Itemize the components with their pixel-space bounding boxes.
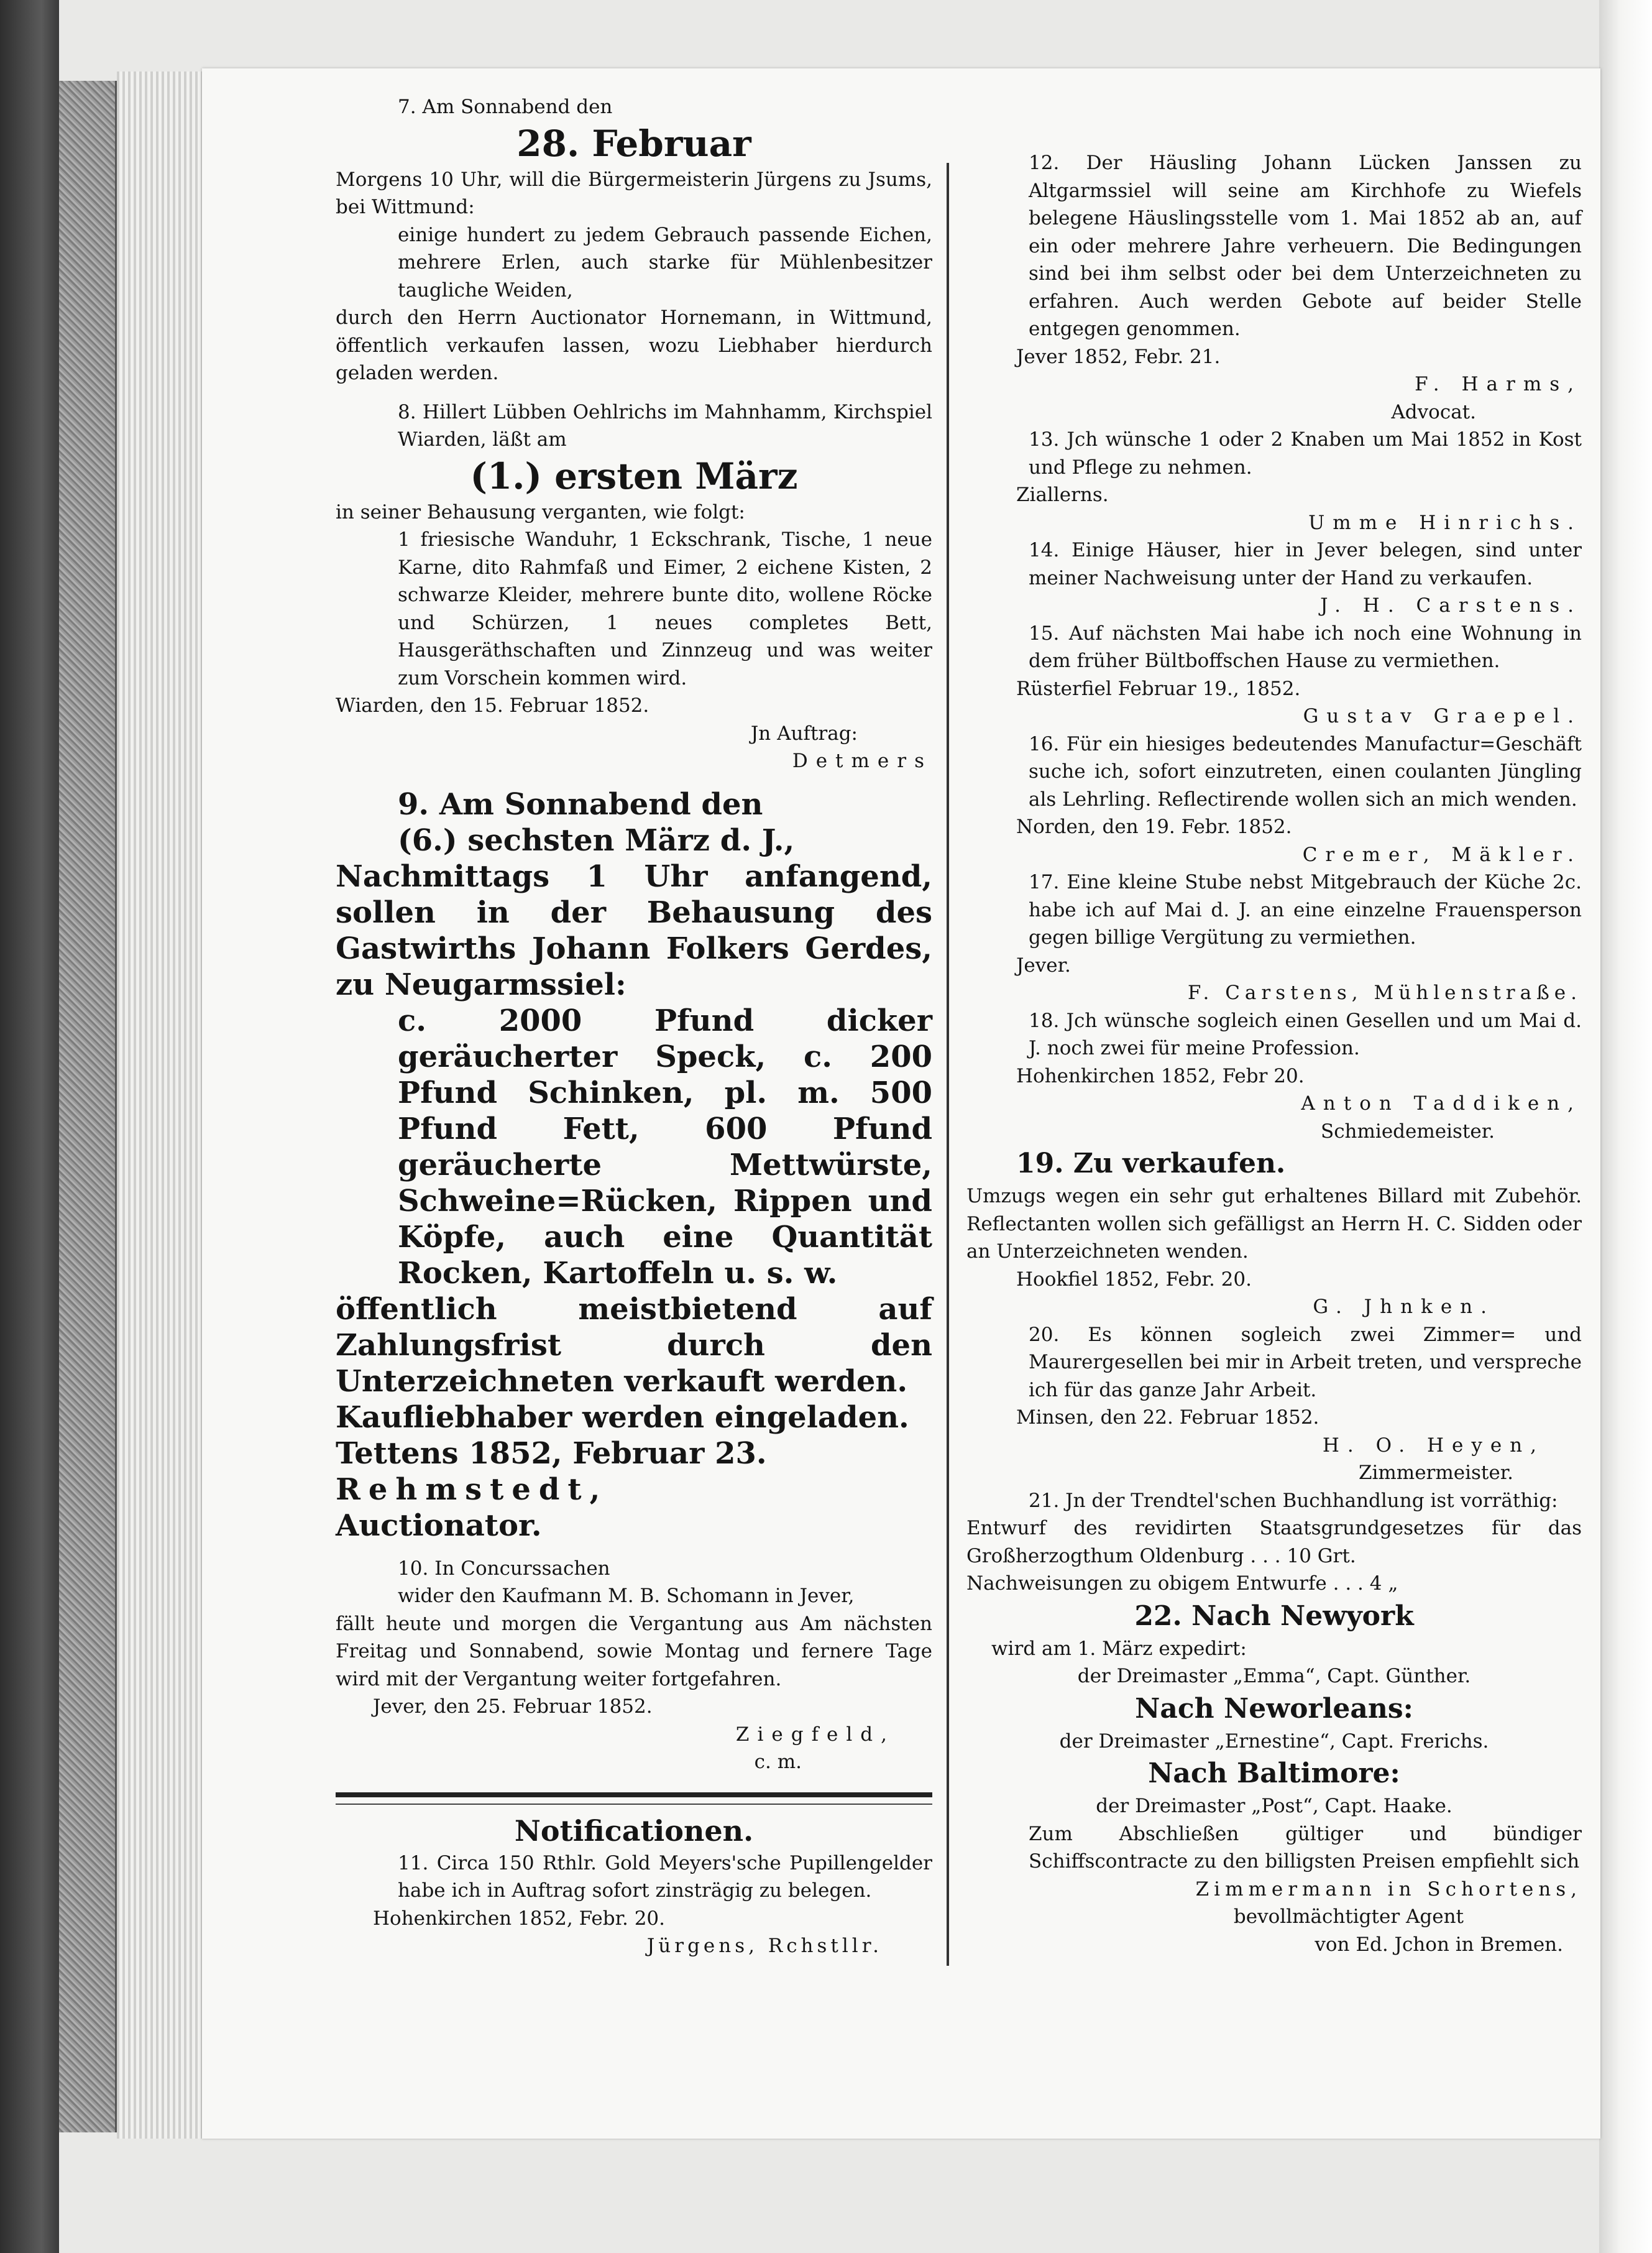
notice-20-signature: H. O. Heyen, bbox=[1322, 1434, 1544, 1457]
notice-22-ship-3: der Dreimaster „Post“, Capt. Haake. bbox=[1096, 1795, 1452, 1817]
notice-15-place: Rüsterfiel Februar 19., 1852. bbox=[1016, 677, 1301, 700]
notice-17-text: 17. Eine kleine Stube nebst Mitgebrauch der Küche 2c. habe ich auf Mai d. J. an eine einzelne Frauensperson gegen billige Vergütung zu vermiethen. bbox=[1029, 871, 1582, 949]
notice-16-place: Norden, den 19. Febr. 1852. bbox=[1016, 816, 1292, 838]
notice-14-signature: J. H. Carstens. bbox=[1320, 594, 1582, 617]
notice-22-text-1: wird am 1. März expedirt: bbox=[991, 1637, 1247, 1660]
notice-12-text: 12. Der Häusling Johann Lücken Janssen zu Altgarmssiel will seine am Kirchhofe zu Wiefels belegene Häuslingsstelle vom 1. Mai 1852 ab an, auf ein oder mehrere Jahre verheuern. Die Bedingungen sind bei ihm selbst oder bei dem Unterzeichneten zu erfahren. Auch werden Gebote auf beider Stelle entgegen genommen. bbox=[1029, 152, 1582, 340]
notice-20-role: Zimmermeister. bbox=[1358, 1462, 1513, 1484]
notice-12-role: Advocat. bbox=[1391, 400, 1476, 423]
notice-9-outro: öffentlich meistbietend auf Zahlungsfrist durch den Unterzeichneten verkauft werden. bbox=[336, 1291, 932, 1399]
notice-19-signature: G. Jhnken. bbox=[1313, 1296, 1495, 1318]
notice-20-text: 20. Es können sogleich zwei Zimmer= und Maurergesellen bei mir in Arbeit treten, und verspreche ich für das ganze Jahr Arbeit. bbox=[1029, 1323, 1582, 1401]
book-edge-left bbox=[0, 0, 59, 2253]
section-rule-thin bbox=[336, 1804, 932, 1805]
notice-22-signature: Zimmermann in Schortens, bbox=[1195, 1878, 1582, 1901]
notice-18-role: Schmiedemeister. bbox=[1320, 1120, 1495, 1143]
notice-22-heading-neworleans: Nach Neworleans: bbox=[1135, 1692, 1413, 1725]
notice-9-place: Tettens 1852, Februar 23. bbox=[336, 1435, 767, 1471]
notifications-heading: Notificationen. bbox=[514, 1813, 754, 1848]
notice-7-items: einige hundert zu jedem Gebrauch passende Eichen, mehrere Erlen, auch starke für Mühlenbesitzer taugliche Weiden, bbox=[398, 223, 932, 302]
notice-9-items: c. 2000 Pfund dicker geräucherter Speck, c. 200 Pfund Schinken, pl. m. 500 Pfund Fett, 600 Pfund geräucherte Mettwürste, Schweine=Rücken, Rippen und Köpfe, auch eine Quantität Rocken, Kartoffeln u. s. w. bbox=[398, 1003, 932, 1291]
notice-22-ship-2: der Dreimaster „Ernestine“, Capt. Frerichs. bbox=[1059, 1730, 1489, 1753]
notice-22-ship-1: der Dreimaster „Emma“, Capt. Günther. bbox=[1077, 1665, 1471, 1687]
notice-9-signature: Rehmstedt, bbox=[336, 1472, 608, 1507]
notice-13-text: 13. Jch wünsche 1 oder 2 Knaben um Mai 1852 in Kost und Pflege zu nehmen. bbox=[1029, 428, 1582, 479]
notice-10-role: c. m. bbox=[754, 1751, 802, 1773]
notice-20-place: Minsen, den 22. Februar 1852. bbox=[1016, 1406, 1319, 1429]
notice-10-case: wider den Kaufmann M. B. Schomann in Jever, bbox=[398, 1585, 855, 1607]
notice-13-signature: Umme Hinrichs. bbox=[1308, 511, 1582, 534]
column-rule bbox=[947, 163, 949, 1966]
notice-10-place: Jever, den 25. Februar 1852. bbox=[373, 1695, 653, 1718]
notice-18-signature: Anton Taddiken, bbox=[1301, 1092, 1582, 1115]
notice-11-signature: Jürgens, Rchstllr. bbox=[646, 1935, 883, 1957]
notice-10-signature: Ziegfeld, bbox=[735, 1723, 895, 1746]
notice-22-heading-baltimore: Nach Baltimore: bbox=[1148, 1758, 1400, 1789]
notice-21-item-1: Entwurf des revidirten Staatsgrundgesetzes für das Großherzogthum Oldenburg . . . 10 Grt. bbox=[966, 1517, 1582, 1567]
notice-19-text: Umzugs wegen ein sehr gut erhaltenes Billard mit Zubehör. Reflectanten wollen sich gefälligst an Herrn H. C. Sidden oder an Unterzeichneten wenden. bbox=[966, 1185, 1582, 1263]
book-edge-right bbox=[1599, 0, 1652, 2253]
notice-7-outro: durch den Herrn Auctionator Hornemann, in Wittmund, öffentlich verkaufen lassen, wozu Liebhaber hierdurch geladen werden. bbox=[336, 306, 932, 384]
notice-8-signature: Detmers bbox=[792, 750, 932, 772]
notice-17-signature: F. Carstens, Mühlenstraße. bbox=[1187, 982, 1582, 1004]
notice-8-text: in seiner Behausung verganten, wie folgt: bbox=[336, 500, 745, 523]
left-column bbox=[336, 93, 932, 1960]
notice-7-date: 28. Februar bbox=[516, 122, 751, 165]
notice-18-text: 18. Jch wünsche sogleich einen Gesellen und um Mai d. J. noch zwei für meine Profession. bbox=[1029, 1009, 1582, 1059]
notice-9-date: (6.) sechsten März d. J., bbox=[398, 822, 795, 858]
notice-22-agent: von Ed. Jchon in Bremen. bbox=[1315, 1933, 1563, 1956]
notice-22-heading-newyork: 22. Nach Newyork bbox=[1134, 1600, 1414, 1632]
notice-16-signature: Cremer, Mäkler. bbox=[1302, 843, 1582, 866]
notice-22-role: bevollmächtigter Agent bbox=[1233, 1905, 1464, 1928]
notice-8-date: (1.) ersten März bbox=[470, 454, 798, 497]
notice-11-text: 11. Circa 150 Rthlr. Gold Meyers'sche Pupillengelder habe ich in Auftrag sofort zinsträgig zu belegen. bbox=[398, 1851, 932, 1902]
book-binding bbox=[59, 81, 117, 2132]
notice-8-place: Wiarden, den 15. Februar 1852. bbox=[336, 694, 649, 717]
notice-16-text: 16. Für ein hiesiges bedeutendes Manufactur=Geschäft suche ich, sofort einzutreten, einen coulanten Jüngling als Lehrling. Reflectirende wollen sich an mich wenden. bbox=[1029, 732, 1582, 811]
notice-9-text: Nachmittags 1 Uhr anfangend, sollen in der Behausung des Gastwirths Johann Folkers Gerdes, zu Neugarmssiel: bbox=[336, 859, 932, 1002]
notice-9-invite: Kaufliebhaber werden eingeladen. bbox=[336, 1399, 909, 1435]
notice-18-place: Hohenkirchen 1852, Febr 20. bbox=[1016, 1064, 1305, 1087]
notice-8-order: Jn Auftrag: bbox=[750, 722, 858, 745]
notice-12-place: Jever 1852, Febr. 21. bbox=[1016, 345, 1221, 368]
notice-7-intro: 7. Am Sonnabend den bbox=[398, 96, 613, 118]
notice-21-text: 21. Jn der Trendtel'schen Buchhandlung ist vorräthig: bbox=[1029, 1489, 1558, 1512]
notice-12-signature: F. Harms, bbox=[1415, 373, 1582, 395]
notice-10-text: fällt heute und morgen die Vergantung aus Am nächsten Freitag und Sonnabend, sowie Montag und fernere Tage wird mit der Vergantung weiter fortgefahren. bbox=[336, 1612, 932, 1690]
page-stack bbox=[117, 71, 204, 2139]
section-rule-thick bbox=[336, 1792, 932, 1797]
notice-8-items: 1 friesische Wanduhr, 1 Eckschrank, Tische, 1 neue Karne, dito Rahmfaß und Eimer, 2 eichene Kisten, 2 schwarze Kleider, mehrere bunte dito, wollene Röcke und Schürzen, 1 neues completes Bett, Hausgeräthschaften und Zinnzeug und was weiter zum Vorschein kommen wird. bbox=[398, 528, 932, 689]
notice-15-text: 15. Auf nächsten Mai habe ich noch eine Wohnung in dem früher Bültboffschen Hause zu vermiethen. bbox=[1029, 622, 1582, 672]
notice-9-intro: 9. Am Sonnabend den bbox=[398, 786, 763, 822]
notice-10-intro: 10. In Concurssachen bbox=[398, 1557, 610, 1580]
notice-14-text: 14. Einige Häuser, hier in Jever belegen, sind unter meiner Nachweisung unter der Hand zu verkaufen. bbox=[1029, 539, 1582, 589]
notice-11-place: Hohenkirchen 1852, Febr. 20. bbox=[373, 1907, 666, 1930]
notice-9-role: Auctionator. bbox=[336, 1508, 542, 1543]
right-column bbox=[966, 93, 1582, 1958]
notice-8-intro: 8. Hillert Lübben Oehlrichs im Mahnhamm, Kirchspiel Wiarden, läßt am bbox=[398, 400, 932, 451]
notice-22-text-2: Zum Abschließen gültiger und bündiger Schiffscontracte zu den billigsten Preisen empfiehlt sich bbox=[1029, 1822, 1582, 1873]
notice-15-signature: Gustav Graepel. bbox=[1303, 705, 1582, 727]
notice-19-heading: 19. Zu verkaufen. bbox=[1016, 1148, 1286, 1179]
notice-13-place: Ziallerns. bbox=[1016, 484, 1109, 506]
notice-19-place: Hookfiel 1852, Febr. 20. bbox=[1016, 1268, 1252, 1291]
notice-7-text: Morgens 10 Uhr, will die Bürgermeisterin Jürgens zu Jsums, bei Wittmund: bbox=[336, 168, 932, 218]
notice-17-place: Jever. bbox=[1016, 954, 1071, 977]
notice-21-item-2: Nachweisungen zu obigem Entwurfe . . . 4 „ bbox=[966, 1572, 1398, 1595]
